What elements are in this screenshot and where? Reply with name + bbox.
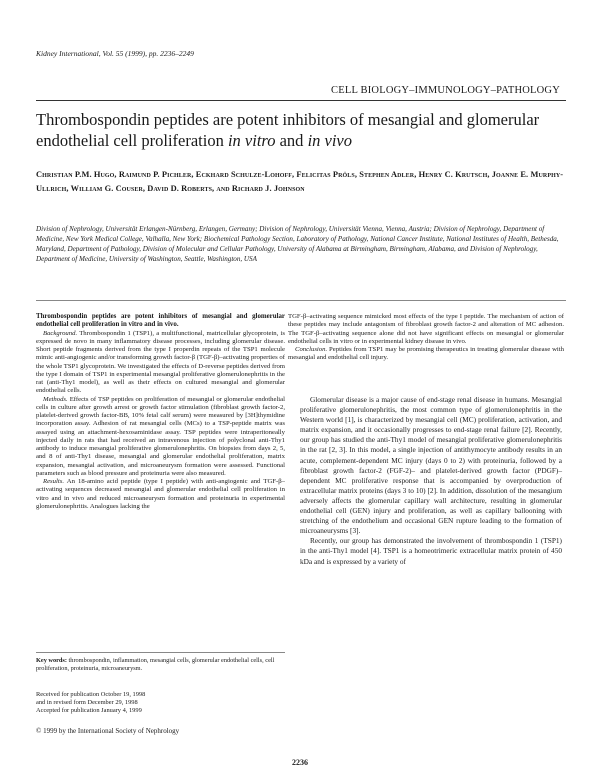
- header-rule: [36, 100, 566, 101]
- title-and: and: [275, 131, 308, 150]
- section-heading: CELL BIOLOGY–IMMUNOLOGY–PATHOLOGY: [331, 85, 560, 96]
- journal-citation: Kidney International, Vol. 55 (1999), pp. 2236–2249: [36, 49, 194, 58]
- results-continued: TGF-β–activating sequence mimicked most effects of the type I peptide. The mechanism of action of these peptides may include antagonism of fibroblast growth factor-2 and alteration of MC adhesion. The TGF-β–activating sequence alone did not have significant effects on mesangial or glomerular endothelial cells in vitro or in experimental kidney disease in vivo.: [288, 313, 564, 345]
- abstract-methods: [36, 396, 285, 479]
- article-title: [36, 109, 566, 151]
- abstract-column-left: [36, 313, 285, 511]
- abstract-rule: [36, 300, 566, 301]
- methods-label: Methods.: [43, 395, 68, 403]
- revised-line: and in revised form December 29, 1998: [36, 699, 138, 707]
- title-italic-in-vivo: in vivo: [307, 131, 353, 150]
- copyright: © 1999 by the International Society of Nephrology: [36, 727, 180, 735]
- title-italic-in-vitro: in vitro: [227, 131, 276, 150]
- body-text: [300, 395, 562, 567]
- accepted-line: Accepted for publication January 4, 1999: [36, 707, 142, 715]
- results-label: Results.: [43, 478, 64, 485]
- abstract-conclusion: [288, 346, 564, 363]
- conclusion-text: Peptides from TSP1 may be promising therapeutics in treating glomerular disease with mesangial and endothelial cell injury.: [288, 346, 564, 362]
- keywords-text: thrombospondin, inflammation, mesangial cells, glomerular endothelial cells, cell proliferation, proteinuria, microaneurysm.: [36, 657, 275, 672]
- abstract-title: Thrombospondin peptides are potent inhibitors of mesangial and glomerular endothelial cell proliferation in vitro and in vivo.: [36, 313, 285, 329]
- received-dates: [36, 691, 285, 716]
- background-text: Thrombospondin 1 (TSP1), a multifunctional, matricellular glycoprotein, is expressed de novo in many inflammatory disease processes, including glomerular disease. Short peptide fragments derived from the type I properdin repeats of the TSP1 molecule mimic anti-angiogenic and/or transforming growth factor-β (TGF-β)–activating properties of the whole TSP1 glycoprotein. We investigated the effects of D-reverse peptides derived from the type I domain of TSP1 in experimental mesangial proliferative glomerulonephritis in the rat (anti-Thy1 model), as well as their effects on cultured mesangial and glomerular endothelial cells.: [36, 329, 285, 395]
- page-number: 2236: [292, 758, 308, 767]
- title-text: Thrombospondin peptides are potent inhibitors of mesangial and glomerular endothelial cell proliferation: [36, 110, 540, 150]
- abstract-column-right: [288, 313, 564, 363]
- body-paragraph: Recently, our group has demonstrated the involvement of thrombospondin 1 (TSP1) in the anti-Thy1 model [4]. TSP1 is a homeotrimeric extracellular matrix protein of 450 kDa and is expressed by a variety of: [300, 536, 562, 566]
- keywords-label: Key words:: [36, 657, 67, 664]
- keywords-rule: [36, 652, 285, 653]
- abstract-results: [36, 478, 285, 511]
- received-line: Received for publication October 19, 1998: [36, 691, 146, 698]
- affiliations: Division of Nephrology, Universität Erlangen-Nürnberg, Erlangen, Germany; Division of Nephrology, Universität Vienna, Vienna, Austria; Division of Nephrology, Department of Medicine, New York Medical College, Valhalla, New York; Biochemical Pathology Section, Laboratory of Pathology, National Cancer Institute, National Institutes of Health, Bethesda, Maryland, Department of Pathology, Division of Molecular and Cellular Pathology, University of Alabama at Birmingham, Birmingham, Alabama, and Division of Nephrology, Department of Medicine, University of Washington, Seattle, Washington, USA: [36, 225, 559, 263]
- abstract-background: [36, 330, 285, 396]
- methods-text: Effects of TSP peptides on proliferation of mesangial or glomerular endothelial cells in culture after growth arrest or growth factor stimulation (fibroblast growth factor-2, platelet-derived growth factor-BB, 10% fetal calf serum) were measured by [3H]thymidine incorporation assay. Adhesion of rat mesangial cells (MCs) to a TSP-peptide matrix was assayed using an attachment-hexosaminidase assay. TSP peptides were intraperitoneally injected daily in rats that had received an intravenous injection of polyclonal anti-Thy1 antibody to induce mesangial proliferative glomerulonephritis. On biopsies from days 2, 5, and 8 of anti-Thy1 disease, mesangial and glomerular endothelial proliferation, matrix expansion, mesangial activation, and microaneurysm formation were assessed. Functional parameters such as blood pressure and proteinuria were also measured.: [36, 395, 285, 477]
- conclusion-label: Conclusion.: [295, 346, 328, 353]
- keywords: [36, 657, 285, 673]
- results-text: An 18-amino acid peptide (type I peptide) with anti-angiogenic and TGF-β–activating sequences decreased mesangial and glomerular endothelial cell proliferation in vitro and in vivo and reduced microaneurysm formation and proteinuria in experimental glomerulonephritis. Analogues lacking the: [36, 478, 285, 510]
- body-paragraph: Glomerular disease is a major cause of end-stage renal disease in humans. Mesangial proliferative glomerulonephritis, the most common type of glomerulonephritis in the Western world [1], is characterized by mesangial cell (MC) proliferation, activation, and matrix expansion, and it occasionally progresses to end-stage renal failure [2]. Recently, our group has studied the anti-Thy1 model of mesangial proliferative glomerulonephritis in the rat [2, 3]. In this model, a single injection of antithymocyte antibody results in an acute, complement-dependent MC injury (days 0 to 2) with proteinuria, followed by a fibroblast growth factor-2 (FGF-2)– and platelet-derived growth factor (PDGF)–dependent MC proliferative response that is accompanied by overproduction of extracellular matrix proteins (days 3 to 10) [2]. In addition, dissolution of the mesangium adversely affects the glomerular capillary wall architecture, resulting in glomerular endothelial cell (GEN) injury and proliferation, as well as capillary ballooning with stretching of the endothelium and occasional GEN rupture leading to the formation of microaneurysms [3].: [300, 395, 562, 536]
- background-label: Background.: [43, 329, 78, 337]
- abstract-lead: [36, 313, 285, 330]
- author-list: Christian P.M. Hugo, Raimund P. Pichler, Eckhard Schulze-Lohoff, Felicitas Pröls, Stephen Adler, Henry C. Krutsch, Joanne E. Murphy-Ullrich, William G. Couser, David D. Roberts, and Richard J. Johnson: [36, 170, 564, 193]
